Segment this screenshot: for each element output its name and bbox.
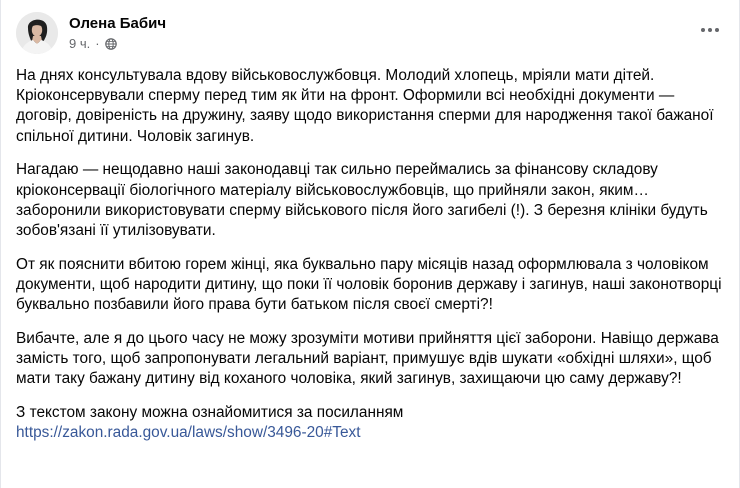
post-paragraph-link <box>16 403 728 443</box>
post-paragraph: На днях консультувала вдову військовослужбовця. Молодий хлопець, мріяли мати дітей. Кріоконсервували сперму перед тим як йти на фронт. Оформили всі необхідні документи — договір, довіреність на дружину, заяву щодо використання сперми для народження такої бажаної спільної дитини. Чоловік загинув. <box>16 67 714 145</box>
more-dot <box>701 28 705 32</box>
post-header <box>16 12 724 56</box>
post-paragraph: От як пояснити вбитою горем жінці, яка буквально пару місяців назад оформлювала з чоловіком документи, щоб народити дитину, що поки її чоловік боронив державу і загинув, наші законотворці буквально позбавили його права бути батьком після своєї смерті?! <box>16 255 722 314</box>
law-link[interactable]: https://zakon.rada.gov.ua/laws/show/3496-20#Text <box>16 424 361 442</box>
more-dot <box>708 28 712 32</box>
link-intro-text: З текстом закону можна ознайомитися за посиланням <box>16 403 404 421</box>
post-paragraph: Нагадаю — нещодавно наші законодавці так сильно переймались за фінансову складову кріоконсервації біологічного матеріалу військовослужбовців, що прийняли закон, яким… заборонили використовувати сперму військового після його загибелі (!). З березня клініки будуть зобов'язані її утилізовувати. <box>16 161 708 239</box>
more-dot <box>715 28 719 32</box>
meta-separator: · <box>95 36 100 51</box>
avatar[interactable] <box>16 12 58 54</box>
post-text <box>16 66 728 443</box>
more-options-icon[interactable] <box>696 20 724 40</box>
post-paragraph: Вибачте, але я до цього часу не можу зрозуміти мотиви прийняття цієї заборони. Навіщо держава замість того, щоб запропонувати легальний варіант, примушує вдів шукати «обхідні шляхи», щоб мати таку бажану дитину від коханого чоловіка, який загинув, захищаючи цю саму державу?! <box>16 329 719 388</box>
post-meta <box>69 36 117 51</box>
author-name[interactable]: Олена Бабич <box>69 15 167 32</box>
post-time[interactable]: 9 ч. <box>69 36 91 51</box>
globe-icon[interactable] <box>105 38 117 50</box>
avatar-photo-icon <box>16 12 58 54</box>
